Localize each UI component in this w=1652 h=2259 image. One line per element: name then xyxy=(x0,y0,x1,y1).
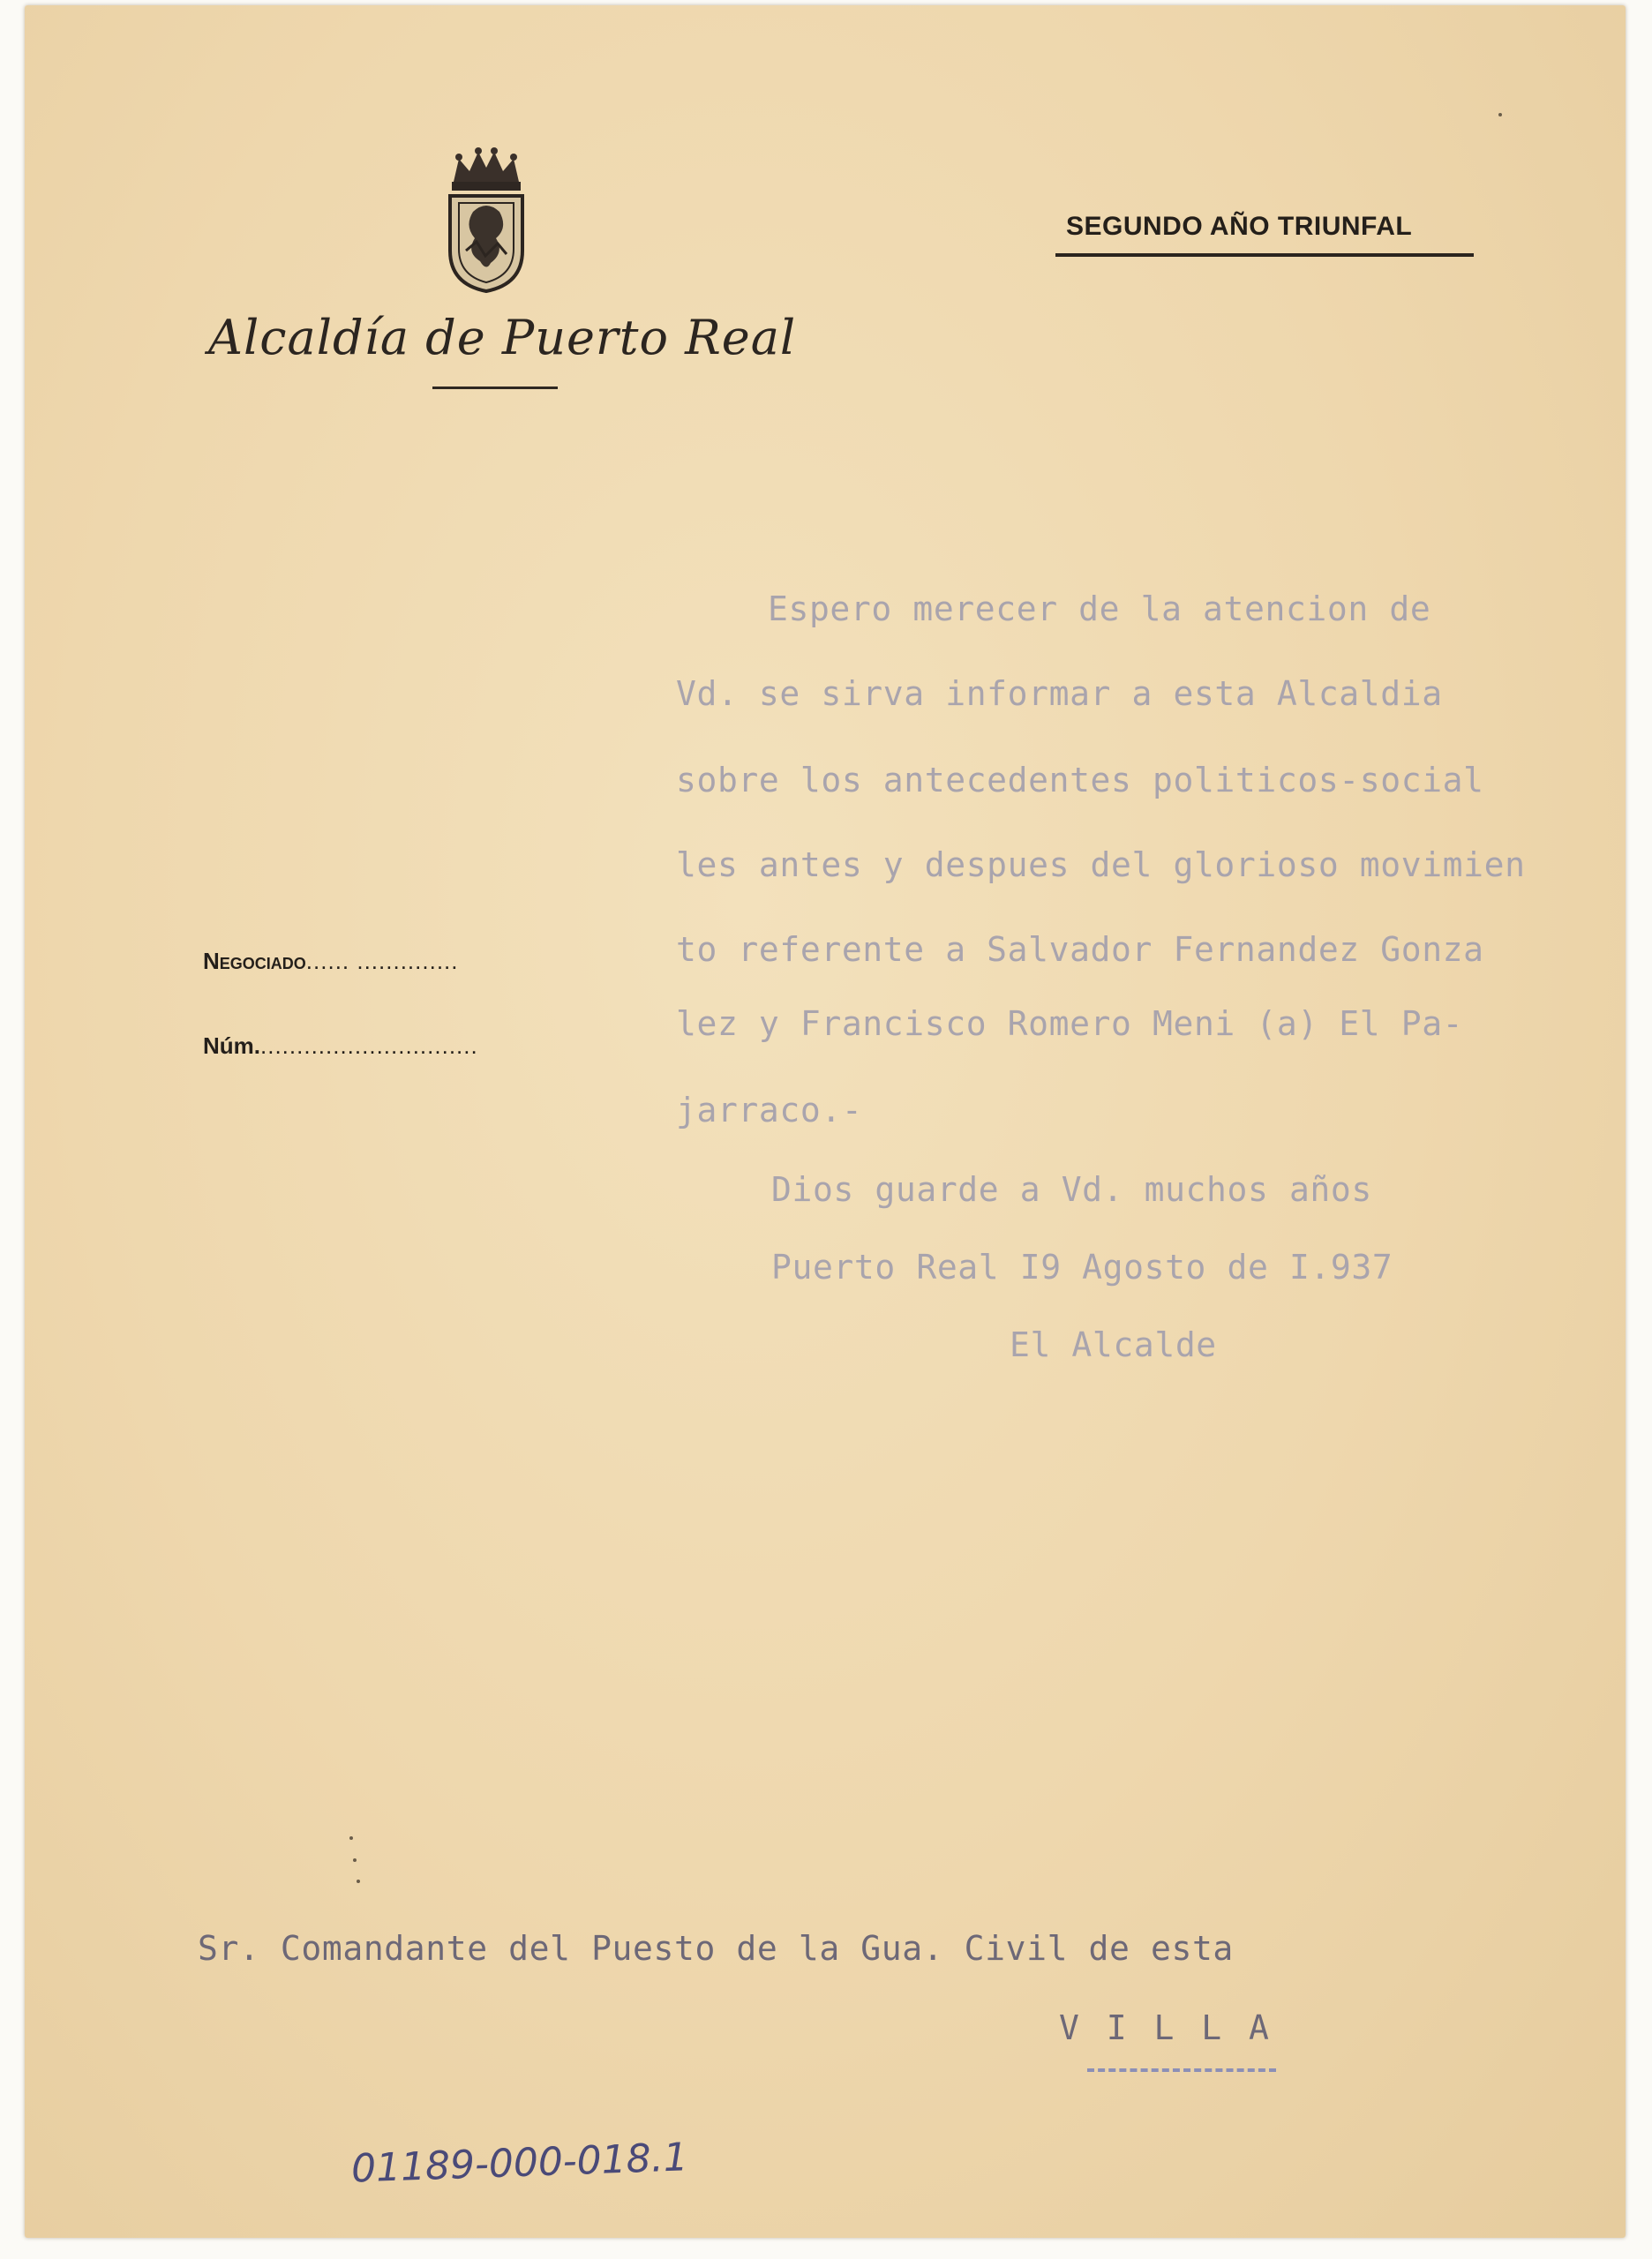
body-line-6: lez y Francisco Romero Meni (a) El Pa- xyxy=(676,1004,1464,1043)
paper-speck xyxy=(357,1880,360,1883)
recipient-line: Sr. Comandante del Puesto de la Gua. Civil de esta xyxy=(198,1929,1234,1968)
motto-heading: SEGUNDO AÑO TRIUNFAL xyxy=(1066,212,1413,241)
negociado-dots: ...... .............. xyxy=(305,948,459,974)
body-line-1: Espero merecer de la atencion de xyxy=(768,589,1431,628)
body-line-5: to referente a Salvador Fernandez Gonza xyxy=(676,930,1484,969)
paper-speck xyxy=(353,1858,357,1862)
num-field xyxy=(203,1032,478,1060)
closing-date: Puerto Real I9 Agosto de I.937 xyxy=(771,1248,1393,1287)
motto-underline xyxy=(1055,253,1474,257)
handwritten-archive-number: 01189-000-018.1 xyxy=(350,2135,689,2192)
paper-speck xyxy=(1498,113,1502,116)
closing-greeting: Dios guarde a Vd. muchos años xyxy=(771,1170,1372,1209)
num-dots: .............................. xyxy=(260,1032,478,1059)
paper-speck xyxy=(349,1836,353,1840)
recipient-place: V I L L A xyxy=(1059,2008,1273,2047)
place-underline xyxy=(1087,2068,1276,2072)
body-line-2: Vd. se sirva informar a esta Alcaldia xyxy=(676,674,1443,713)
body-line-3: sobre los antecedentes politicos-social xyxy=(676,761,1484,799)
negociado-label: Negociado xyxy=(203,948,306,974)
letter-sheet xyxy=(25,5,1626,2238)
num-label: Núm. xyxy=(203,1032,260,1059)
title-underline xyxy=(432,387,558,389)
body-line-7: jarraco.- xyxy=(676,1091,863,1130)
municipality-title: Alcaldía de Puerto Real xyxy=(208,310,797,365)
body-line-4: les antes y despues del glorioso movimien xyxy=(676,845,1526,884)
closing-signature: El Alcalde xyxy=(1010,1325,1217,1364)
negociado-field xyxy=(203,948,459,975)
coat-of-arms-icon xyxy=(447,146,526,293)
